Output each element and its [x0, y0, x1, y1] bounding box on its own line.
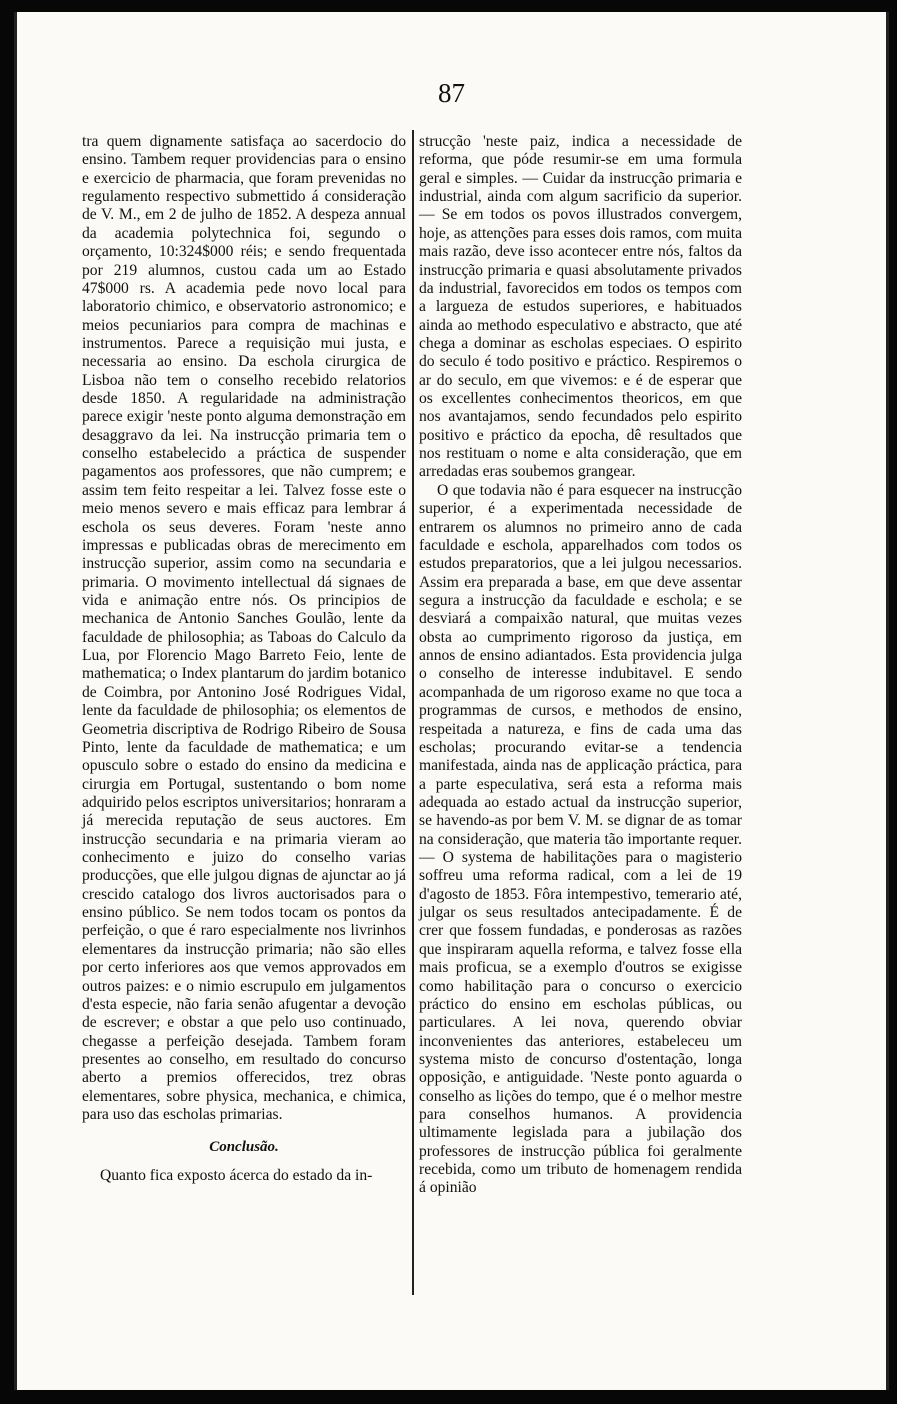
right-paragraph-2: O que todavia não é para esquecer na instrucção superior, é a experimentada necessidade de entrarem os alumnos no primeiro anno de cada faculdade e eschola, apparelhados com todos os estudos preparatorios, que a lei julgou necessarios. Assim era preparada a base, em que deve assentar segura a instrucção da faculdade e eschola; e se desviará a compaixão natural, que muitas vezes obsta ao cumprimento rigoroso da justiça, em annos de ensino adiantados. Esta providencia julga o conselho de interesse indubitavel. E sendo acompanhada de um rigoroso exame no que toca a programmas de cursos, e methodos de ensino, respeitada a natureza, e fins de cada uma das escholas; procurando evitar-se a tendencia manifestada, ainda nas de applicação práctica, para a parte especulativa, será esta a reforma mais adequada ao estado actual da instrucção superior, se havendo-as por bem V. M. se dignar de as tomar na consideração, que materia tão importante requer. — O systema de habilitações para o magisterio soffreu uma reforma radical, com a lei de 19 d'agosto de 1853. Fôra intempestivo, temerario até, julgar os seus resultados antecipadamente. É de crer que fossem fundadas, e ponderosas as razões que inspiraram aquella reforma, e talvez fosse ella mais proficua, se a exemplo d'outros se exigisse como habilitação para o concurso o exercicio práctico do ensino em escholas públicas, ou particulares. A lei nova, querendo obviar inconvenientes das anteriores, estabeleceu um systema misto de concurso d'ostentação, longa opposição, e antiguidade. 'Neste ponto aguarda o conselho as lições do tempo, que é o melhor mestre para conselhos humanos. A providencia ultimamente legislada para a jubilação dos professores de instrucção pública foi geralmente recebida, como um tributo de homenagem rendida á opinião	[419, 481, 742, 1197]
right-column	[419, 133, 742, 1198]
right-paragraph-1: strucção 'neste paiz, indica a necessidade de reforma, que póde resumir-se em uma formula geral e simples. — Cuidar da instrucção primaria e industrial, ainda com algum sacrificio da superior. — Se em todos os povos illustrados convergem, hoje, as attenções para esses dois ramos, com muita mais razão, deve isso acontecer entre nós, faltos da instrucção primaria e quasi absolutamente privados da industrial, favorecidos em todos os tempos com a largueza de estudos superiores, e habituados ainda ao methodo especulativo e abstracto, que até chega a dominar as escholas especiaes. O espirito do seculo é todo positivo e práctico. Respiremos o ar do seculo, em que vivemos: e é de esperar que os excellentes conhecimentos theoricos, em que nos avantajamos, sendo fecundados pelo espirito positivo e práctico da epocha, dê resultados que nos restituam o nome e alta consideração, que em arredadas eras soubemos grangear.	[419, 133, 742, 481]
left-paragraph-2: Quanto fica exposto ácerca do estado da in-	[100, 1166, 373, 1184]
left-paragraph-1: tra quem dignamente satisfaça ao sacerdocio do ensino. Tambem requer providencias para o ensino e exercicio de pharmacia, que foram prevenidas no regulamento respectivo submettido á consideração de V. M., em 2 de julho de 1852. A despeza annual da academia polytechnica foi, segundo o orçamento, 10:324$000 réis; e sendo frequentada por 219 alumnos, custou cada um ao Estado 47$000 rs. A academia pede novo local para laboratorio chimico, e observatorio astronomico; e meios pecuniarios para compra de machinas e instrumentos. Parece a requisição mui justa, e necessaria ao ensino. Da eschola cirurgica de Lisboa não tem o conselho recebido relatorios desde 1850. A regularidade na administração parece exigir 'neste ponto alguma demonstração em desaggravo da lei. Na instrucção primaria tem o conselho estabelecido a práctica de suspender pagamentos aos professores, que não cumprem; e assim tem feito respeitar a lei. Talvez fosse este o meio menos severo e mais efficaz para lembrar á eschola os seus deveres. Foram 'neste anno impressas e publicadas obras de merecimento em instrucção superior, assim como na secundaria e primaria. O movimento intellectual dá signaes de vida e animação entre nós. Os principios de mechanica de Antonio Sanches Goulão, lente da faculdade de philosophia; as Taboas do Calculo da Lua, por Florencio Mago Barreto Feio, lente de mathematica; o Index plantarum do jardim botanico de Coimbra, por Antonino José Rodrigues Vidal, lente da faculdade de philosophia; os elementos de Geometria discriptiva de Rodrigo Ribeiro de Sousa Pinto, lente da faculdade de mathematica; e um opusculo sobre o estado do ensino da medicina e cirurgia em Portugal, sustentando o bom nome adquirido pelos escriptos universitarios; honraram a já merecida reputação de seus auctores. Em instrucção secundaria e na primaria vieram ao conhecimento e juizo do conselho varias producções, que elle julgou dignas de ajunctar ao já crescido catalogo dos livros auctorisados para o ensino público. Se nem todos tocam os pontos da perfeição, o que é raro especialmente nos livrinhos elementares da instrucção primaria; não são elles por certo inferiores aos que vemos approvados em outros paizes: e o nimio escrupulo em julgamentos d'esta especie, não faria senão afugentar a devoção de escrever; e obstar a que pelo uso continuado, chegasse a perfeição desejada. Tambem foram presentes ao conselho, em resultado do concurso aberto a premios offerecidos, trez obras elementares, sobre physica, mechanica, e chimica, para uso das escholas primarias.	[82, 133, 406, 1124]
book-page	[14, 12, 889, 1390]
page-number: 87	[438, 78, 465, 108]
column-divider	[412, 130, 414, 1295]
left-column	[82, 133, 406, 1185]
conclusion-heading: Conclusão.	[209, 1139, 279, 1156]
